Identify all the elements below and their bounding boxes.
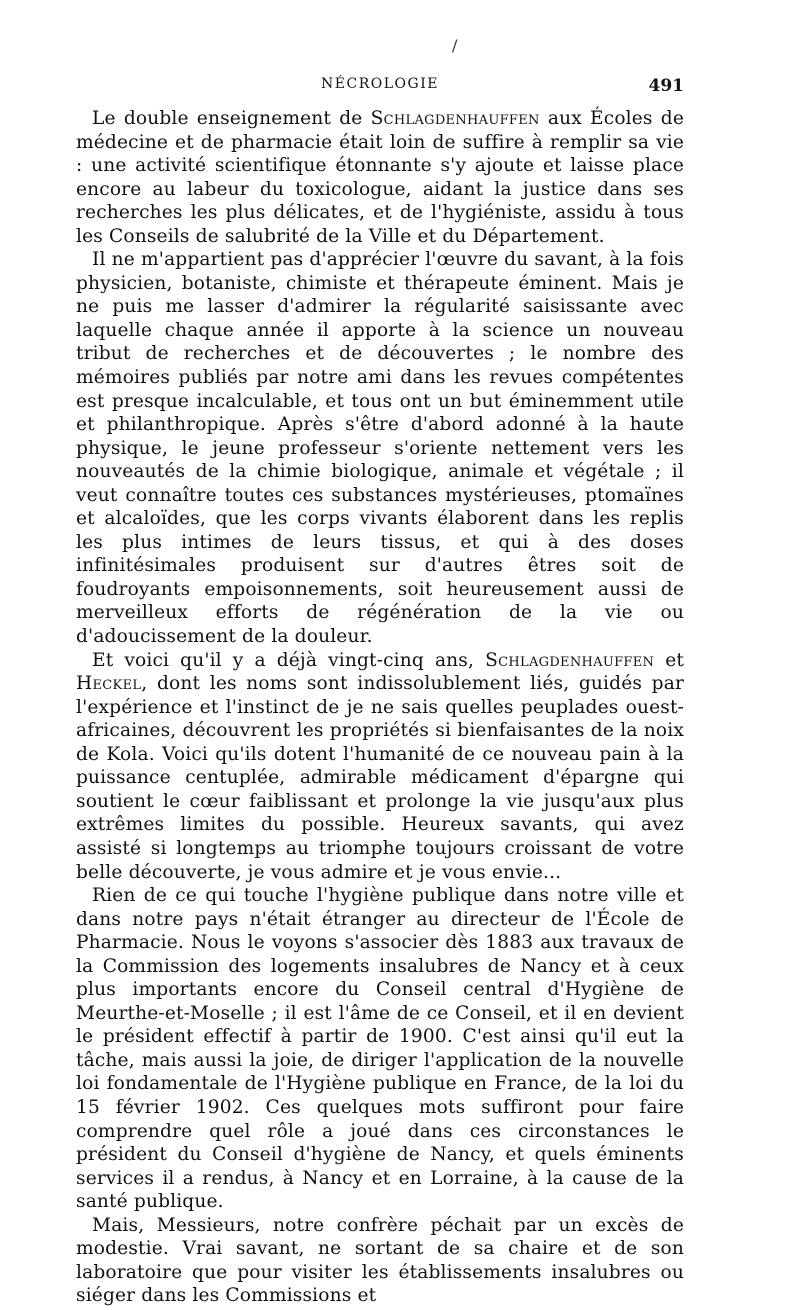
paragraph-2: Il ne m'appartient pas d'apprécier l'œuvre du savant, à la fois physicien, botaniste, chimiste et thérapeute éminent. Mais je ne puis me lasser d'admirer la régularité saisissante avec laquelle chaque année il apporte à la science un nouveau tribut de recherches et de découvertes ; le nombre des mémoires publiés par notre ami dans les revues compétentes est presque incalculable, et tous ont un but éminemment utile et philanthropique. Après s'être d'abord adonné à la haute physique, le jeune professeur s'oriente nettement vers les nouveautés de la chimie biologique, animale et végétale ; il veut connaître toutes ces substances mystérieuses, ptomaïnes et alcaloïdes, que les corps vivants élaborent dans les replis les plus intimes de leurs tissus, et qui à des doses infinitésimales produisent sur d'autres êtres soit de foudroyants empoisonnements, soit heureusement aussi de merveilleux efforts de régénération de la vie ou d'adoucissement de la douleur.: [76, 249, 684, 648]
top-mark: /: [452, 36, 458, 55]
text-run: , dont les noms sont indissolublement liés, guidés par l'expérience et l'instinct de je ne sais quelles peuplades ouest-africaines, découvrent les propriétés si bienfaisantes de la noix de Kola. Voici qu'ils dotent l'humanité de ce nouveau pain à la puissance centuplée, admirable médicament d'épargne qui soutient le cœur faiblissant et prolonge la vie jusqu'aux plus extrêmes limites du possible. Heureux savants, qui avez assisté si longtemps au triomphe toujours croissant de votre belle découverte, je vous admire et je vous envie...: [76, 673, 684, 883]
text-run: Et voici qu'il y a déjà vingt-cinq ans,: [92, 649, 486, 671]
running-head: [76, 76, 684, 98]
person-name-schlagdenhauffen: Schlagdenhauffen: [370, 108, 540, 129]
body-text: [76, 107, 684, 1308]
paragraph-1: [76, 107, 684, 248]
page-number: 491: [648, 76, 684, 96]
text-run: Le double enseignement de: [92, 108, 371, 129]
running-head-title: NÉCROLOGIE: [321, 76, 439, 92]
text-run: aux Écoles de médecine et de pharmacie était loin de suffire à remplir sa vie : une activité scientifique étonnante s'y ajoute et laisse place encore au labeur du toxicologue, aidant la justice dans ses recherches les plus délicates, et de l'hygiéniste, assidu à tous les Conseils de salubrité de la Ville et du Département.: [76, 108, 684, 247]
paragraph-3: [76, 649, 684, 884]
person-name-schlagdenhauffen: Schlagdenhauffen: [485, 649, 655, 671]
paragraph-4: Rien de ce qui touche l'hygiène publique dans notre ville et dans notre pays n'était étranger au directeur de l'École de Pharmacie. Nous le voyons s'associer dès 1883 aux travaux de la Commission des logements insalubres de Nancy et à ceux plus importants encore du Conseil central d'Hygiène de Meurthe-et-Moselle ; il est l'âme de ce Conseil, et il en devient le président effectif à partir de 1900. C'est ainsi qu'il eut la tâche, mais aussi la joie, de diriger l'application de la nouvelle loi fondamentale de l'Hygiène publique en France, de la loi du 15 février 1902. Ces quelques mots suffiront pour faire comprendre quel rôle a joué dans ces circonstances le président du Conseil d'hygiène de Nancy, et quels éminents services il a rendus, à Nancy et en Lorraine, à la cause de la santé publique.: [76, 885, 684, 1213]
text-run: et: [654, 649, 684, 671]
person-name-heckel: Heckel: [76, 673, 142, 695]
paragraph-5: Mais, Messieurs, notre confrère péchait par un excès de modestie. Vrai savant, ne sortant de sa chaire et de son laboratoire que pour visiter les établissements insalubres ou siéger dans les Commissions et: [76, 1214, 684, 1307]
